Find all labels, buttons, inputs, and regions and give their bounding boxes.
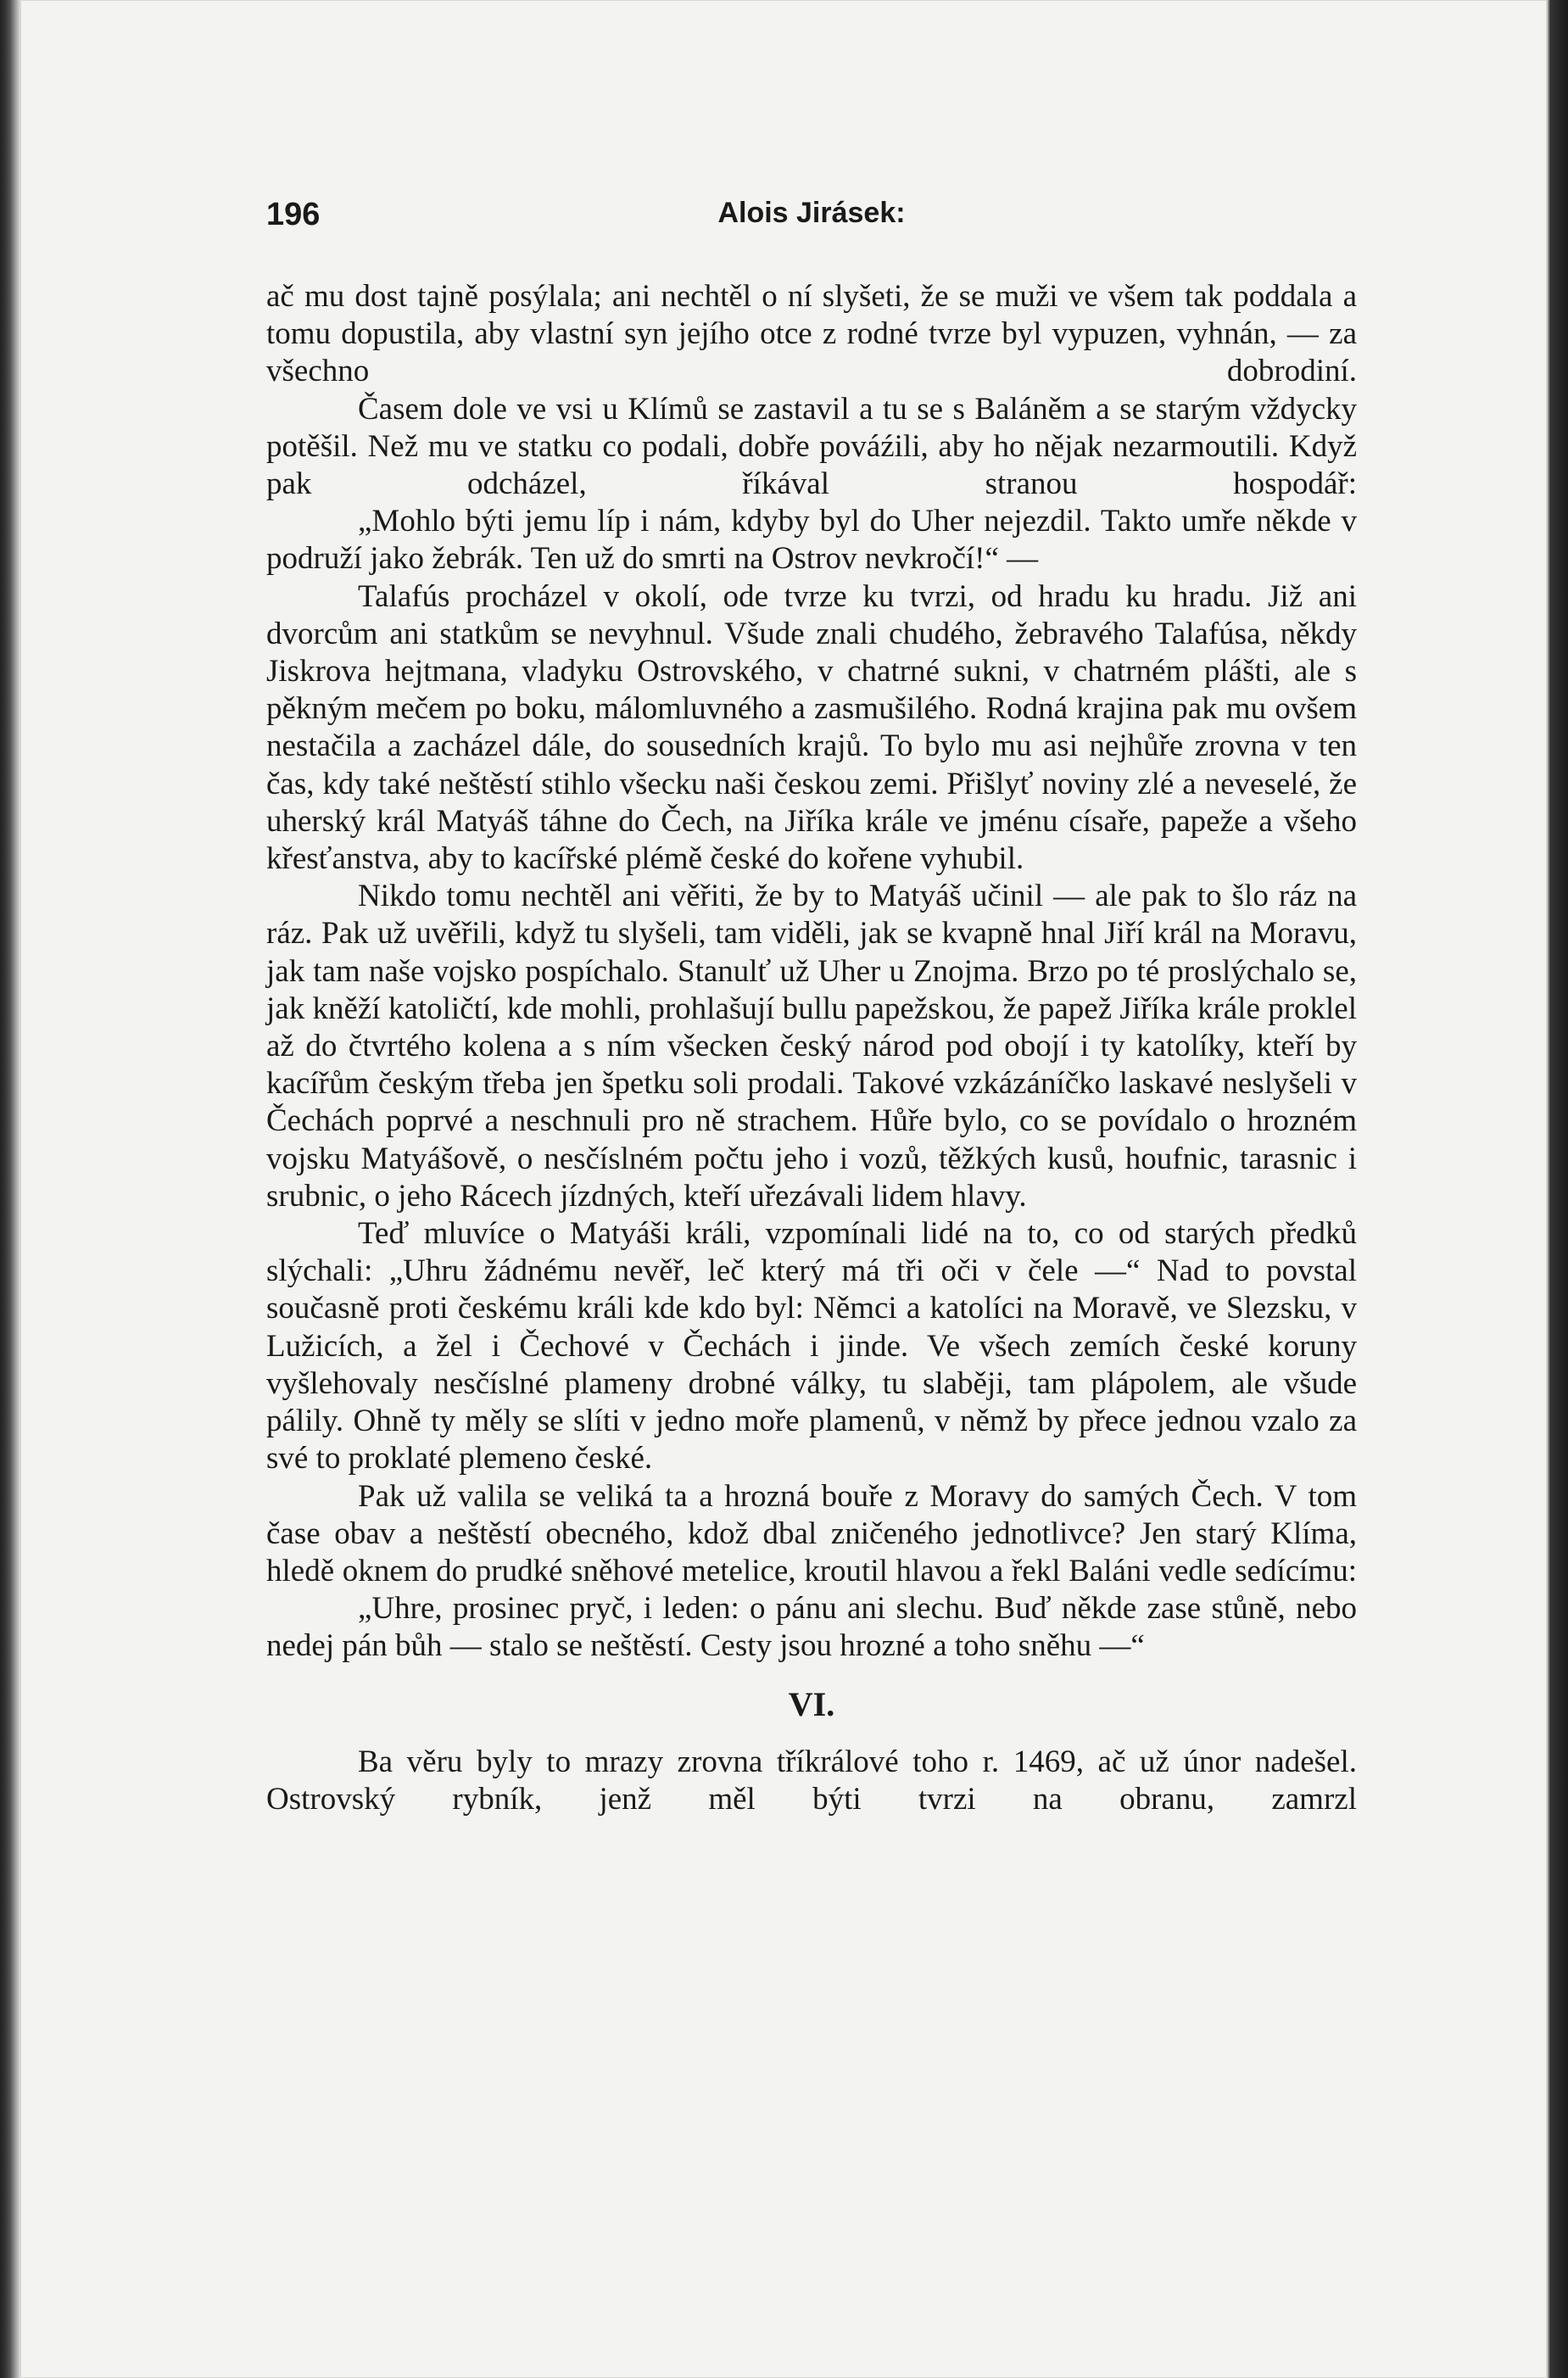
paragraph: Časem dole ve vsi u Klímů se zastavil a tu se s Baláněm a se starým vždycky potěšil. Než mu ve statku co podali, dobře pováźili, aby ho nějak nezarmoutili. Když pak odcházel, říkával stranou hospodář: xyxy=(266,391,1357,502)
paragraph: ač mu dost tajně posýlala; ani nechtěl o ní slyšeti, že se muži ve všem tak poddala a tomu dopustila, aby vlastní syn jejího otce z rodné tvrze byl vypuzen, vyhnán, — za všechno dobrodiní. xyxy=(266,279,1357,389)
page-number: 196 xyxy=(266,197,321,232)
book-gutter-edge xyxy=(0,0,20,2378)
section-heading: VI. xyxy=(788,1684,835,1723)
paragraph: Pak už valila se veliká ta a hrozná bouře z Moravy do samých Čech. V tom čase obav a neštěstí obecného, kdož dbal zničeného jednotlivce? Jen starý Klíma, hledě oknem do prudké sněhové metelice, kroutil hlavou a řekl Baláni vedle sedícímu: xyxy=(266,1478,1357,1588)
paragraph: Teď mluvíce o Matyáši králi, vzpomínali lidé na to, co od starých předků slýchali: „Uhru žádnému nevěř, leč který má tři oči v čele —“ Nad to povstal současně proti českému králi kde kdo byl: Němci a katolíci na Moravě, ve Slezsku, v Lužicích, a žel i Čechové v Čechách i jinde. Ve všech zemích české koruny vyšlehovaly nesčíslné plameny drobné války, tu slaběji, tam plápolem, ale všude pálily. Ohně ty měly se slíti v jedno moře plamenů, v němž by přece jednou vzalo za své to proklaté plemeno české. xyxy=(266,1216,1357,1476)
paragraph: „Mohlo býti jemu líp i nám, kdyby byl do Uher nejezdil. Takto umře někde v podruží jako žebrák. Ten už do smrti na Ostrov nevkročí!“ — xyxy=(266,504,1357,577)
body-text xyxy=(266,278,1357,1818)
paragraph: „Uhre, prosinec pryč, i leden: o pánu ani slechu. Buď někde zase stůně, nebo nedej pán bůh — stalo se neštěstí. Cesty jsou hrozné a toho sněhu —“ xyxy=(266,1591,1357,1664)
paragraph: Nikdo tomu nechtěl ani věřiti, že by to Matyáš učinil — ale pak to šlo ráz na ráz. Pak už uvěřili, když tu slyšeli, tam viděli, jak se kvapně hnal Jiří král na Moravu, jak tam naše vojsko pospíchalo. Stanulť už Uher u Znojma. Brzo po té proslýchalo se, jak kněží katoličtí, kde mohli, prohlašují bullu papežskou, že papež Jiříka krále proklel až do čtvrtého kolena a s ním všecken český národ pod obojí i ty katolíky, kteří by kacířům českým třeba jen špetku soli prodali. Takové vzkázáníčko laskavé neslyšeli v Čechách poprvé a neschnuli pro ně strachem. Hůře bylo, co se povídalo o hrozném vojsku Matyášově, o nesčíslném počtu jeho i vozů, těžkých kusů, houfnic, tarasnic i srubnic, o jeho Rácech jízdných, kteří uřezávali lidem hlavy. xyxy=(266,879,1357,1214)
paragraph: Talafús procházel v okolí, ode tvrze ku tvrzi, od hradu ku hradu. Již ani dvorcům ani statkům se nevyhnul. Všude znali chudého, žebravého Talafúsa, někdy Jiskrova hejtmana, vladyku Ostrovského, v chatrné sukni, v chatrném plášti, ale s pěkným mečem po boku, málomluvného a zasmušilého. Rodná krajina pak mu ovšem nestačila a zacházel dále, do sousedních krajů. To bylo mu asi nejhůře zrovna v ten čas, kdy také neštěstí stihlo všecku naši českou zemi. Přišlyť noviny zlé a neveselé, že uherský král Matyáš táhne do Čech, na Jiříka krále ve jménu císaře, papeže a všeho křesťanstva, aby to kacířské plémě české do kořene vyhubil. xyxy=(266,578,1357,877)
running-title: Alois Jirásek: xyxy=(717,197,906,229)
page-header xyxy=(266,197,1357,239)
book-fore-edge xyxy=(1547,0,1568,2378)
paragraph: Ba věru byly to mrazy zrovna tříkrálové toho r. 1469, ač už únor nadešel. Ostrovský rybník, jenž měl býti tvrzi na obranu, zamrzl xyxy=(266,1744,1357,1817)
